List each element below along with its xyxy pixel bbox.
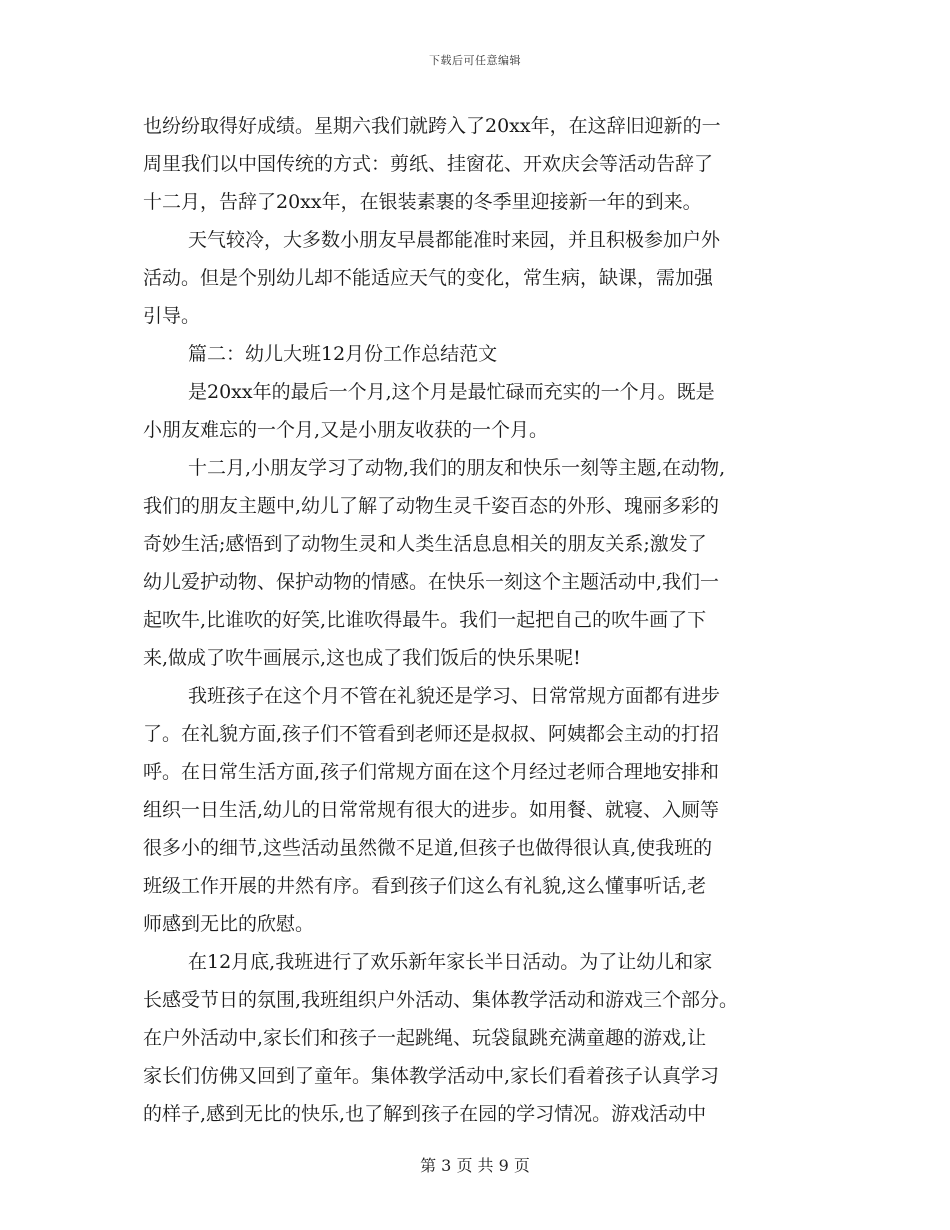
text-line: 了。在礼貌方面,孩子们不管看到老师还是叔叔、阿姨都会主动的打招 (143, 723, 720, 745)
text-line: 班级工作开展的井然有序。看到孩子们这么有礼貌,这么懂事听话,老 (143, 875, 707, 897)
text-line: 家长们仿佛又回到了童年。集体教学活动中,家长们看着孩子认真学习 (143, 1065, 720, 1087)
text-line: 也纷纷取得好成绩。星期六我们就跨入了20xx年，在这辞旧迎新的一 (143, 115, 721, 137)
text-line: 小朋友难忘的一个月,又是小朋友收获的一个月。 (143, 419, 549, 441)
text-line: 我们的朋友主题中,幼儿了解了动物生灵千姿百态的外形、瑰丽多彩的 (143, 495, 720, 517)
text-line: 来,做成了吹牛画展示,这也成了我们饭后的快乐果呢! (143, 647, 581, 669)
text-line: 起吹牛,比谁吹的好笑,比谁吹得最牛。我们一起把自己的吹牛画了下 (143, 609, 707, 631)
document-body (143, 107, 823, 1133)
page-footer: 第 3 页 共 9 页 (420, 1156, 530, 1175)
text-line: 十二月，告辞了20xx年，在银装素裹的冬季里迎接新一年的到来。 (143, 191, 702, 213)
text-line: 在12月底,我班进行了欢乐新年家长半日活动。为了让幼儿和家 (188, 951, 713, 973)
text-line: 组织一日生活,幼儿的日常常规有很大的进步。如用餐、就寝、入厕等 (143, 799, 720, 821)
text-line: 很多小的细节,这些活动虽然微不足道,但孩子也做得很认真,使我班的 (143, 837, 713, 859)
text-line: 呼。在日常生活方面,孩子们常规方面在这个月经过老师合理地安排和 (143, 761, 720, 783)
text-line: 长感受节日的氛围,我班组织户外活动、集体教学活动和游戏三个部分。 (143, 989, 739, 1011)
header-note: 下载后可任意编辑 (429, 54, 521, 67)
text-line: 在户外活动中,家长们和孩子一起跳绳、玩袋鼠跳充满童趣的游戏,让 (143, 1027, 707, 1049)
text-line: 师感到无比的欣慰。 (143, 913, 315, 935)
text-line: 引导。 (143, 305, 201, 327)
text-line: 活动。但是个别幼儿却不能适应天气的变化，常生病，缺课，需加强 (143, 267, 714, 289)
section-heading: 篇二：幼儿大班12月份工作总结范文 (188, 343, 498, 365)
text-line: 的样子,感到无比的快乐,也了解到孩子在园的学习情况。游戏活动中 (143, 1103, 707, 1125)
text-line: 十二月,小朋友学习了动物,我们的朋友和快乐一刻等主题,在动物, (188, 457, 726, 479)
text-line: 幼儿爱护动物、保护动物的情感。在快乐一刻这个主题活动中,我们一 (143, 571, 720, 593)
text-line: 周里我们以中国传统的方式：剪纸、挂窗花、开欢庆会等活动告辞了 (143, 153, 714, 175)
text-line: 我班孩子在这个月不管在礼貌还是学习、日常常规方面都有进步 (188, 685, 721, 707)
text-line: 天气较冷，大多数小朋友早晨都能准时来园，并且积极参加户外 (188, 229, 721, 251)
text-line: 是20xx年的最后一个月,这个月是最忙碌而充实的一个月。既是 (188, 381, 715, 403)
text-line: 奇妙生活;感悟到了动物生灵和人类生活息息相关的朋友关系;激发了 (143, 533, 707, 555)
